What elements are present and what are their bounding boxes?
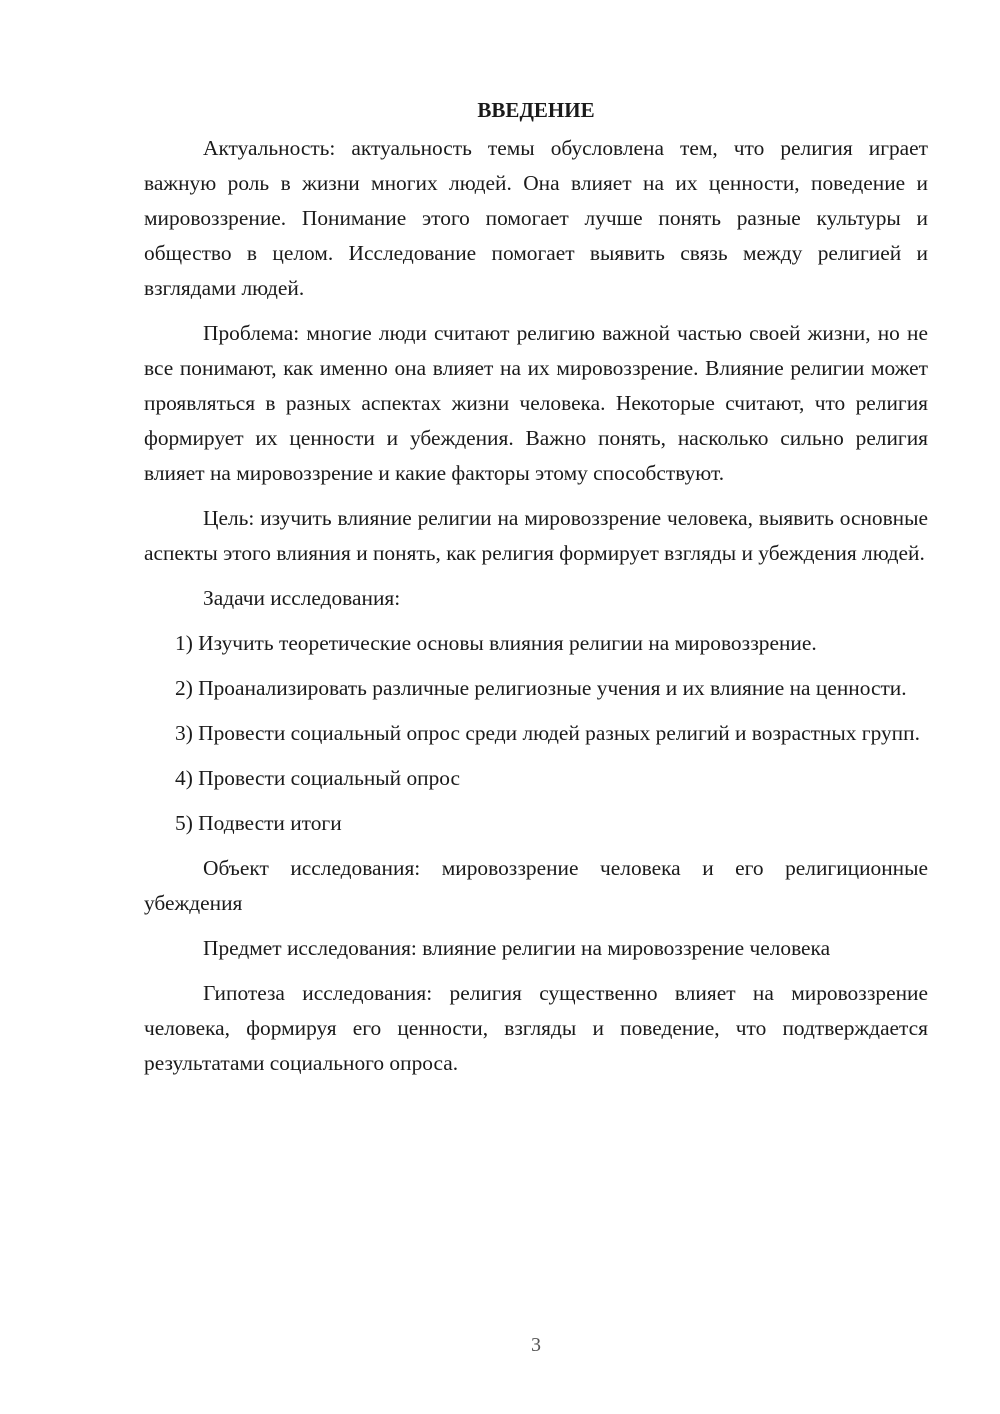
goal-paragraph: Цель: изучить влияние религии на мировоззрение человека, выявить основные аспекты этого влияния и понять, как религия формирует взгляды и убеждения людей.	[144, 506, 928, 565]
task-item: 1) Изучить теоретические основы влияния религии на мировоззрение.	[175, 631, 817, 655]
task-item: 5) Подвести итоги	[175, 811, 342, 835]
task-item: 4) Провести социальный опрос	[175, 766, 461, 790]
object-paragraph: Объект исследования: мировоззрение человека и его религиционные убеждения	[144, 856, 928, 915]
hypothesis-paragraph: Гипотеза исследования: религия существенно влияет на мировоззрение человека, формируя его ценности, взгляды и поведение, что подтверждается результатами социального опроса.	[144, 981, 928, 1075]
task-item: 3) Провести социальный опрос среди людей разных религий и возрастных групп.	[175, 721, 920, 745]
problem-paragraph: Проблема: многие люди считают религию важной частью своей жизни, но не все понимают, как именно она влияет на их мировоззрение. Влияние религии может проявляться в разных аспектах жизни человека. Некоторые считают, что религия формирует их ценности и убеждения. Важно понять, насколько сильно религия влияет на мировоззрение и какие факторы этому способствуют.	[144, 321, 928, 485]
page-number: 3	[531, 1334, 541, 1356]
task-item: 2) Проанализировать различные религиозные учения и их влияние на ценности.	[175, 676, 907, 700]
relevance-paragraph: Актуальность: актуальность темы обусловлена тем, что религия играет важную роль в жизни многих людей. Она влияет на их ценности, поведение и мировоззрение. Понимание этого помогает лучше понять разные культуры и общество в целом. Исследование помогает выявить связь между религией и взглядами людей.	[144, 136, 928, 300]
subject-paragraph: Предмет исследования: влияние религии на мировоззрение человека	[203, 936, 831, 960]
tasks-heading: Задачи исследования:	[203, 586, 401, 610]
page-content	[144, 95, 928, 1091]
section-title: ВВЕДЕНИЕ	[477, 98, 595, 122]
